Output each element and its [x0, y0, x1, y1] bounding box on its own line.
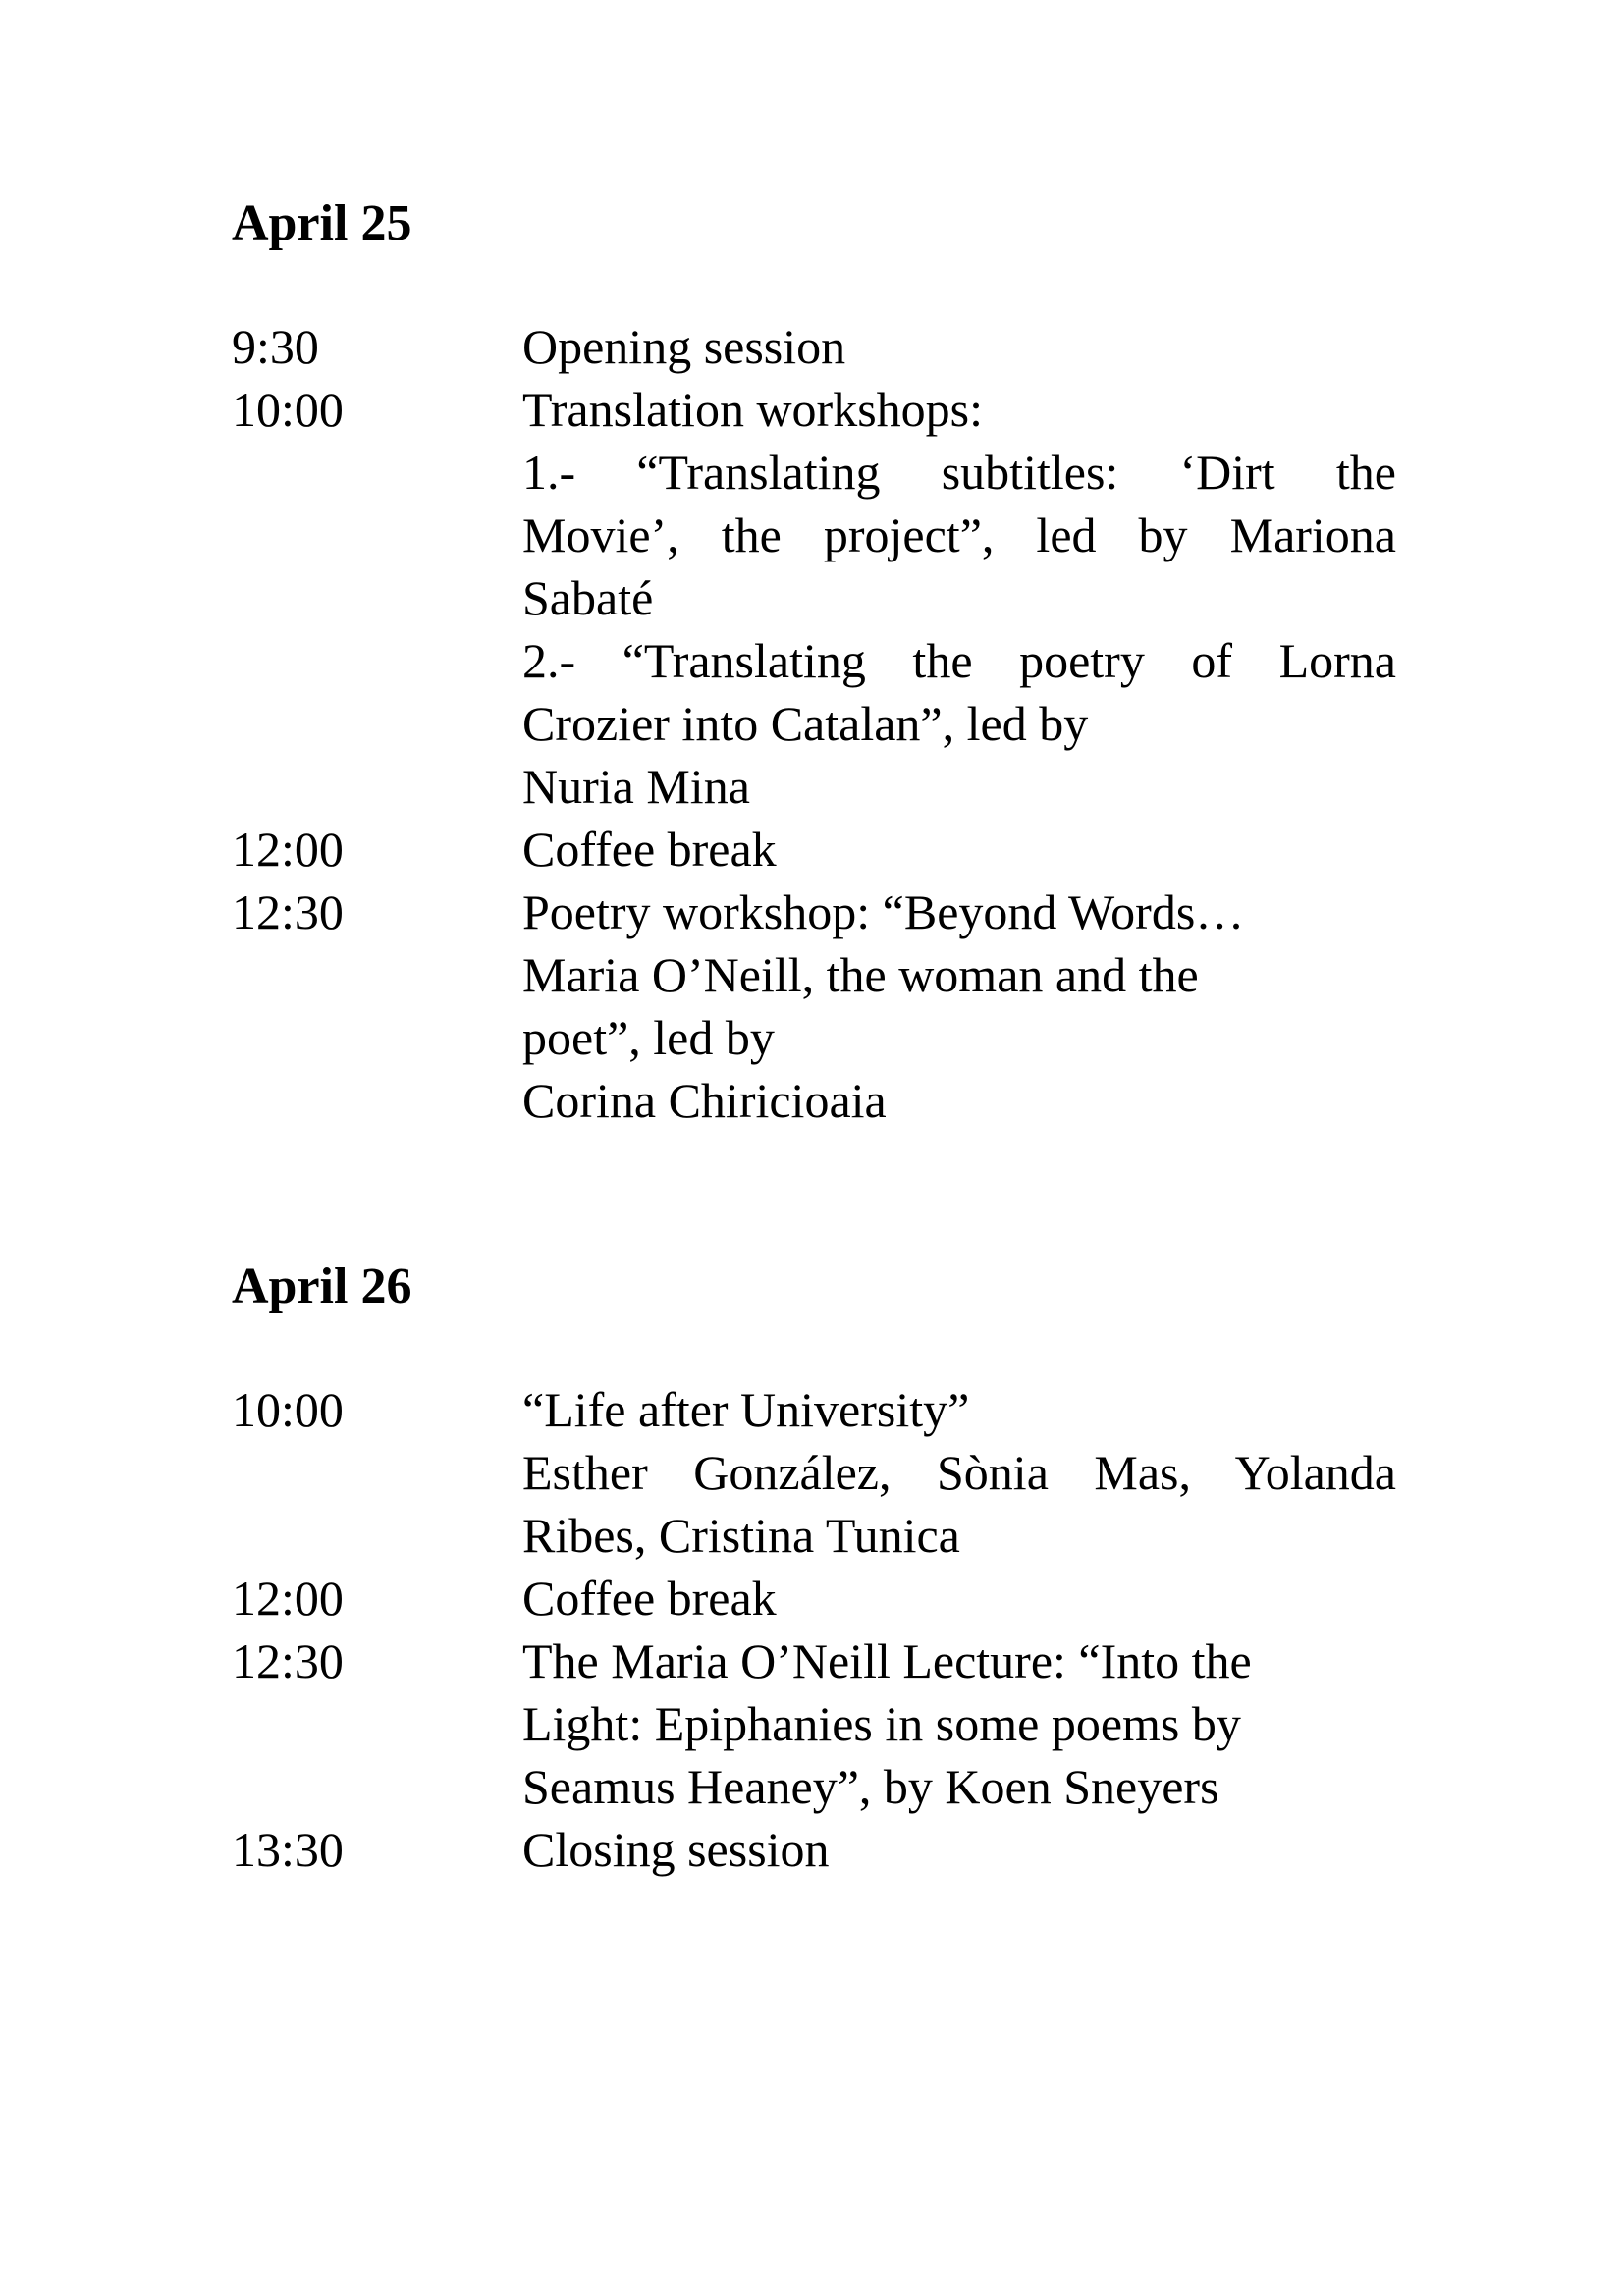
schedule-entry	[232, 378, 1400, 818]
entry-time: 13:30	[232, 1822, 344, 1877]
description-line: 2.- “Translating the poetry of Lorna	[522, 633, 1396, 688]
description-line: 1.- “Translating subtitles: ‘Dirt the	[522, 445, 1396, 500]
schedule-entry	[232, 1567, 1400, 1629]
entry-description	[522, 378, 1396, 818]
entry-time: 10:00	[232, 1382, 344, 1437]
entry-time: 12:30	[232, 1633, 344, 1688]
description-line: Movie’, the project”, led by Mariona	[522, 507, 1396, 562]
entry-description	[522, 1378, 1396, 1567]
description-line: The Maria O’Neill Lecture: “Into the	[522, 1633, 1252, 1688]
day-heading: April 26	[232, 1258, 412, 1314]
entry-description	[522, 881, 1396, 1132]
entry-time: 9:30	[232, 319, 319, 374]
description-line: Seamus Heaney”, by Koen Sneyers	[522, 1759, 1219, 1814]
description-line: Corina Chiricioaia	[522, 1073, 887, 1128]
description-line: Light: Epiphanies in some poems by	[522, 1696, 1241, 1751]
description-line: Nuria Mina	[522, 759, 750, 814]
schedule-entry	[232, 315, 1400, 378]
entry-description	[522, 315, 1396, 378]
description-line: Sabaté	[522, 570, 654, 625]
schedule-entry	[232, 1378, 1400, 1567]
description-line: Translation workshops:	[522, 382, 984, 437]
description-line: Closing session	[522, 1822, 830, 1877]
schedule-entry	[232, 818, 1400, 881]
entry-time: 10:00	[232, 382, 344, 437]
entry-description	[522, 1818, 1396, 1881]
description-line: Opening session	[522, 319, 846, 374]
description-line: Ribes, Cristina Tunica	[522, 1508, 960, 1563]
entry-description	[522, 1629, 1396, 1818]
description-line: poet”, led by	[522, 1010, 775, 1065]
description-line: Crozier into Catalan”, led by	[522, 696, 1089, 751]
schedule	[232, 1378, 1400, 1881]
schedule	[232, 315, 1400, 1132]
schedule-entry	[232, 881, 1400, 1132]
description-line: Coffee break	[522, 1571, 777, 1626]
entry-time: 12:00	[232, 822, 344, 877]
description-line: Maria O’Neill, the woman and the	[522, 947, 1199, 1002]
description-line: Poetry workshop: “Beyond Words…	[522, 884, 1245, 939]
day-section-april-25	[232, 192, 1400, 1132]
schedule-entry	[232, 1818, 1400, 1881]
entry-time: 12:00	[232, 1571, 344, 1626]
day-heading: April 25	[232, 195, 412, 251]
description-line: “Life after University”	[522, 1382, 970, 1437]
schedule-entry	[232, 1629, 1400, 1818]
entry-description	[522, 1567, 1396, 1629]
description-line: Coffee break	[522, 822, 777, 877]
entry-description	[522, 818, 1396, 881]
description-line: Esther González, Sònia Mas, Yolanda	[522, 1445, 1396, 1500]
day-section-april-26	[232, 1255, 1400, 1881]
entry-time: 12:30	[232, 884, 344, 939]
